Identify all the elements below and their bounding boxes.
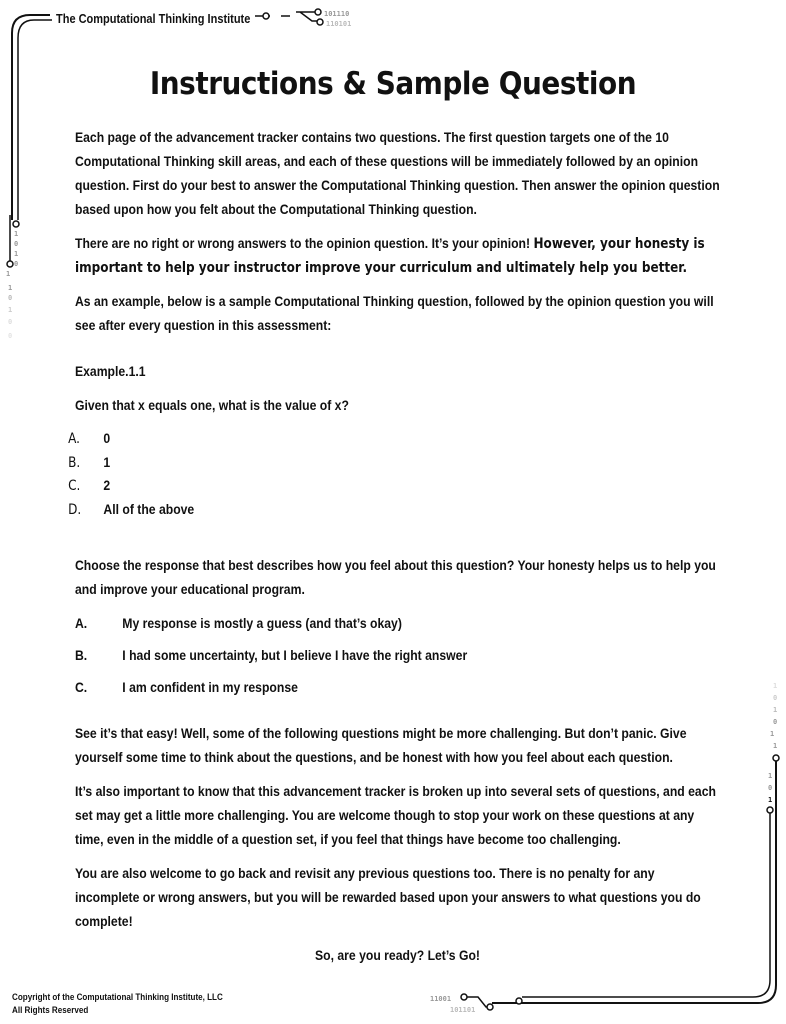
example-answer-list [68,428,720,522]
closing-paragraph-1: See it’s that easy! Well, some of the following questions might be more challenging. But don’t panic. Give yourself some time to think about the questions, and be honest with how you feel about each question. [75,726,687,766]
opinion-option-c[interactable] [75,676,720,700]
svg-text:1: 1 [14,250,19,258]
svg-text:1: 1 [773,742,778,750]
answer-letter: D. [68,501,82,518]
answer-text: 0 [103,431,111,447]
svg-text:0: 0 [768,784,773,792]
svg-text:1: 1 [773,682,778,690]
intro-paragraph-2 [75,232,720,280]
svg-text:1: 1 [8,284,13,292]
opinion-letter: C. [75,680,88,696]
binary-top-a: 101110 [324,10,350,18]
circuit-node-left-b [7,261,13,267]
closing-call-to-action: So, are you ready? Let’s Go! [315,948,480,964]
opinion-text: My response is mostly a guess (and that’s okay) [122,616,402,632]
svg-text:0: 0 [773,694,778,702]
circuit-trace-left-inner [18,20,52,220]
instructions-body [68,126,720,978]
opinion-letter: A. [75,616,88,632]
svg-text:0: 0 [14,240,19,248]
svg-text:1: 1 [14,230,19,238]
answer-option-b[interactable] [68,452,720,476]
binary-left-column [6,230,18,340]
opinion-option-a[interactable] [75,612,720,636]
closing-paragraph-3: You are also welcome to go back and revisit any previous questions too. There is no penalty for any incomplete or wrong answers, but you will be rewarded based upon your answers to what questions you do complete! [75,866,701,930]
answer-option-c[interactable] [68,475,720,499]
copyright-line: Copyright of the Computational Thinking Institute, LLC [12,992,223,1003]
answer-letter: A. [68,431,80,447]
svg-text:0: 0 [8,294,13,302]
circuit-node-right-a [773,755,779,761]
example-question: Given that x equals one, what is the value of x? [75,398,349,414]
intro-paragraph-1: Each page of the advancement tracker contains two questions. The first question targets one of the 10 Computational Thinking skill areas, and each of these questions will be immediately followed by an opinion question. First do your best to answer the Computational Thinking question. Then answer the opinion question based upon how you felt about the Computational Thinking question. [75,130,720,218]
opinion-text: I had some uncertainty, but I believe I have the right answer [122,648,468,664]
answer-letter: C. [68,478,81,494]
answer-text: 2 [103,478,111,494]
opinion-question: Choose the response that best describes how you feel about this question? Your honesty helps us to help you and improve your educational program. [75,558,716,598]
svg-text:1: 1 [768,796,773,804]
svg-text:0: 0 [8,318,13,326]
opinion-option-list [75,612,720,700]
svg-text:0: 0 [8,332,13,340]
svg-text:1: 1 [773,706,778,714]
closing-paragraph-2: It’s also important to know that this advancement tracker is broken up into several sets of questions, and each set may get a little more challenging. You are welcome though to stop your work on these questions at any time, even in the middle of a question set, if you feel that things have become too challenging. [75,784,716,848]
page-title: Instructions & Sample Question [149,66,637,102]
binary-top-b: 110101 [326,20,352,28]
header-title: The Computational Thinking Institute [56,12,251,26]
example-label: Example.1.1 [75,364,146,380]
footer-copyright [12,991,223,1017]
answer-text: 1 [103,454,111,471]
intro-paragraph-2-text: There are no right or wrong answers to the opinion question. It’s your opinion! [75,236,531,252]
answer-letter: B. [68,454,81,471]
binary-bottom-b: 101101 [450,1006,476,1014]
intro-paragraph-3: As an example, below is a sample Computational Thinking question, followed by the opinion question you will see after every question in this assessment: [75,294,714,334]
answer-option-a[interactable] [68,428,720,452]
opinion-option-b[interactable] [75,644,720,668]
circuit-node-right-b [767,807,773,813]
svg-text:1: 1 [768,772,773,780]
circuit-node-left-a [13,221,19,227]
opinion-text: I am confident in my response [122,680,298,696]
honesty-emphasis: However, your honesty is important to help your instructor improve your curriculum and ultimately help you better. [75,236,705,276]
svg-text:1: 1 [8,306,13,314]
svg-text:1: 1 [6,270,11,278]
svg-text:1: 1 [770,730,775,738]
svg-text:0: 0 [773,718,778,726]
answer-option-d[interactable] [68,499,720,523]
binary-bottom-a: 11001 [430,995,452,1003]
rights-line: All Rights Reserved [12,1005,89,1016]
answer-text: All of the above [103,501,195,518]
opinion-letter: B. [75,648,88,664]
svg-text:0: 0 [14,260,19,268]
